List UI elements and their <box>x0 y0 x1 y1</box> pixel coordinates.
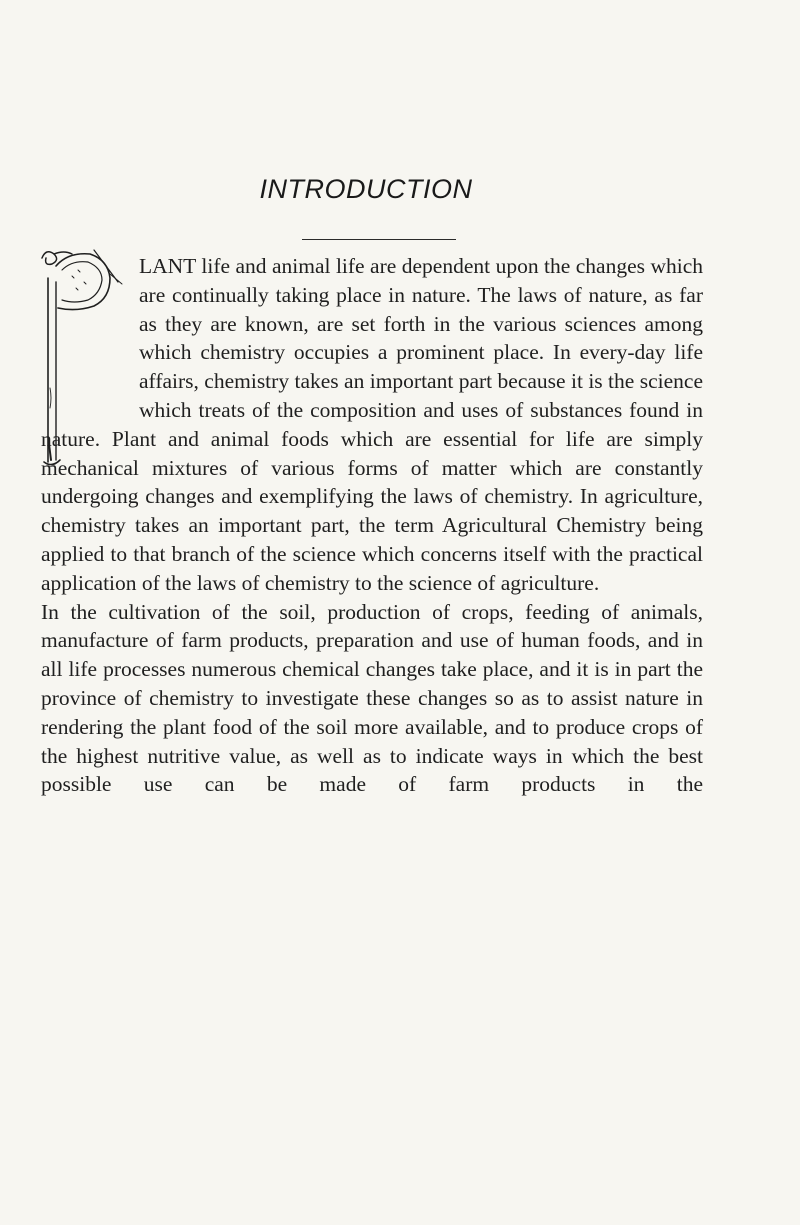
paragraph-2: In the cultivation of the soil, production of crops, feeding of animals, manufacture of farm products, preparation and use of human foods, and in all life processes numerous chemical changes take place, and it is in part the province of chemistry to investigate these changes so as to assist nature in rendering the plant food of the soil more available, and to produce crops of the highest nutritive value, as well as to indicate ways in which the best possible use can be made of farm products in the <box>41 599 703 797</box>
dropcap-space <box>41 252 139 424</box>
chapter-heading: INTRODUCTION <box>259 174 473 204</box>
paragraph-1: LANT life and animal life are dependent upon the changes which are continually taking place in nature. The laws of nature, as far as they are known, are set forth in the various sciences among which chemistry occupies a prominent place. In every-day life affairs, chemistry takes an important part because it is the science which treats of the composition and uses of substances found in nature. Plant and animal foods which are essential for life are simply mechanical mixtures of various forms of matter which are constantly undergoing changes and exemplifying the laws of chemistry. In agriculture, chemistry takes an important part, the term Agricultural Chemistry being applied to that branch of the science which concerns itself with the practical application of the laws of chemistry to the science of agriculture. <box>41 254 703 595</box>
heading-rule <box>302 239 456 240</box>
body-text <box>41 252 703 799</box>
